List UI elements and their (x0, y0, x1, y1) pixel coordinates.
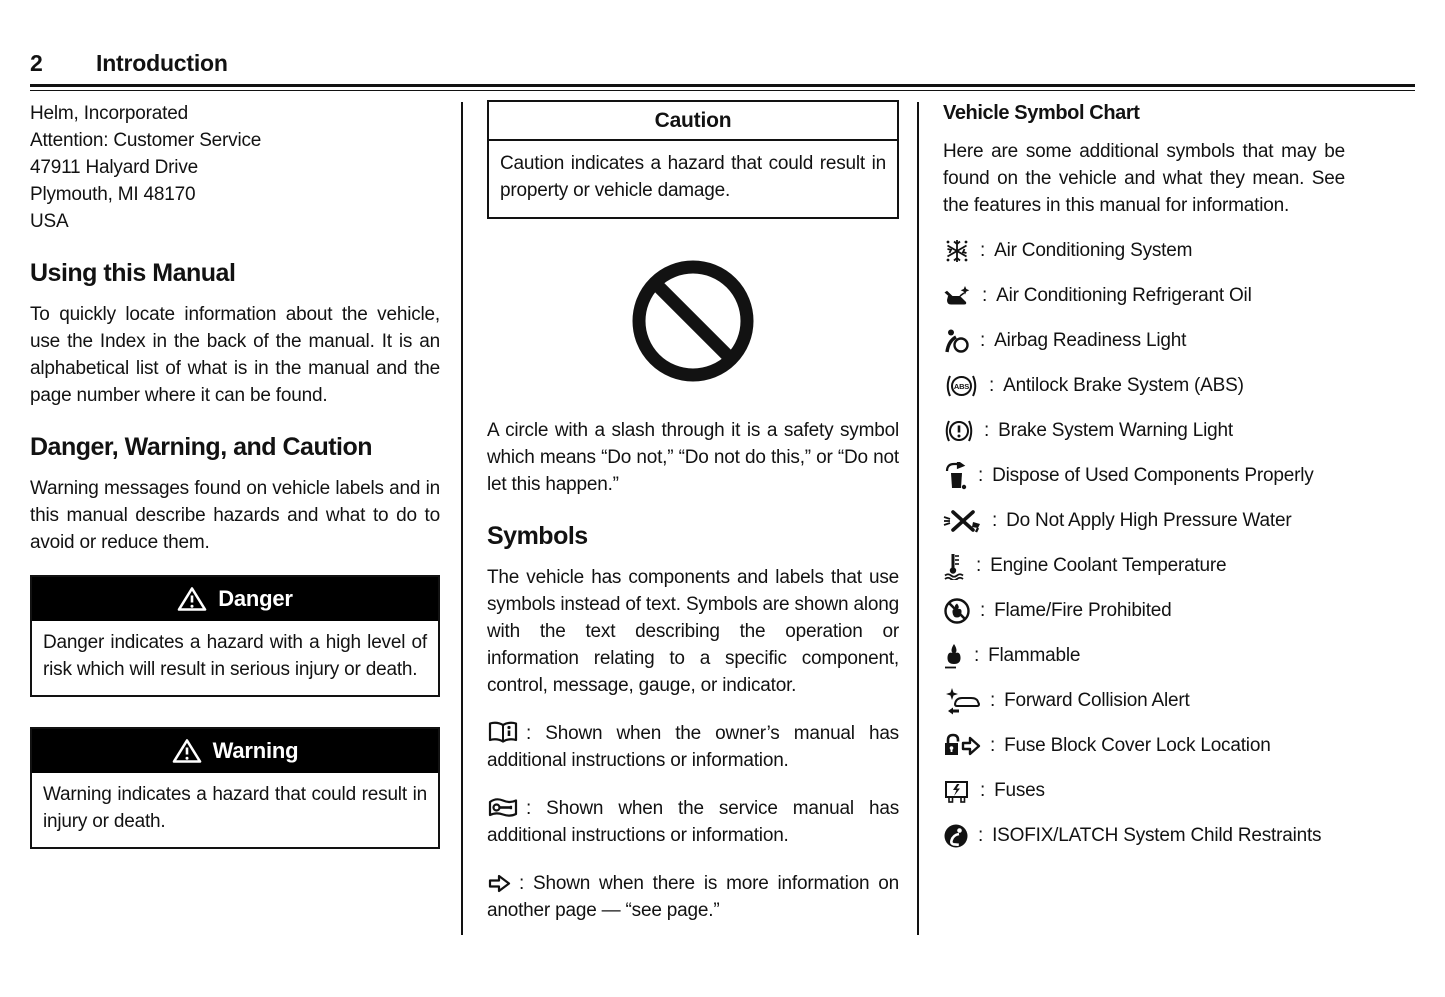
section-heading-danger-warning-caution: Danger, Warning, and Caution (30, 433, 373, 461)
symbol-colon: : (989, 374, 995, 396)
legend-text: Shown when the service manual has additional instructions or information. (487, 798, 899, 846)
air-conditioning-icon (943, 237, 971, 265)
warning-box-body: Warning indicates a hazard that could result in injury or death. (43, 784, 427, 832)
header-rule (30, 84, 1415, 91)
airbag-icon (943, 328, 971, 354)
symbol-row (943, 777, 1415, 804)
symbol-colon: : (992, 509, 998, 531)
symbol-label: ISOFIX/LATCH System Child Restraints (992, 824, 1322, 846)
symbol-label: Airbag Readiness Light (994, 329, 1187, 351)
symbols-paragraph: The vehicle has components and labels that use symbols instead of text. Symbols are shown along with the text describing the operation or information relating to a specific component, control, message, gauge, or indicator. (487, 567, 899, 696)
symbol-colon: : (982, 284, 988, 306)
right-column (943, 100, 1415, 849)
vehicle-symbol-list (943, 237, 1415, 849)
address-line: Plymouth, MI 48170 (30, 184, 196, 205)
symbol-label: Air Conditioning Refrigerant Oil (996, 284, 1252, 306)
warning-triangle-icon (177, 586, 207, 612)
fuse-lock-icon (943, 733, 981, 759)
legend-item-owner-manual (487, 720, 899, 774)
engine-coolant-icon (943, 552, 967, 580)
symbol-label: Flammable (988, 644, 1081, 666)
symbol-label: Engine Coolant Temperature (990, 554, 1227, 576)
symbol-row (943, 237, 1415, 264)
legend-text: Shown when the owner’s manual has additional instructions or information. (487, 723, 899, 771)
address-line: Helm, Incorporated (30, 103, 188, 124)
page-number: 2 (30, 50, 43, 76)
column-divider (917, 102, 919, 935)
legend-colon: : (519, 873, 525, 894)
warning-triangle-icon (172, 738, 202, 764)
no-high-pressure-water-icon (943, 508, 983, 534)
symbol-colon: : (978, 824, 984, 846)
symbol-colon: : (974, 644, 980, 666)
svg-text:ABS: ABS (953, 381, 970, 391)
symbol-row (943, 597, 1415, 624)
symbol-label: Forward Collision Alert (1004, 689, 1190, 711)
warning-box-header (32, 729, 438, 773)
symbol-colon: : (990, 734, 996, 756)
symbol-row (943, 687, 1415, 714)
left-column (30, 100, 440, 849)
symbol-row (943, 327, 1415, 354)
symbol-colon: : (990, 689, 996, 711)
danger-warning-caution-paragraph: Warning messages found on vehicle labels and in this manual describe hazards and what to do to avoid or reduce them. (30, 478, 440, 553)
danger-box-title: Danger (218, 586, 293, 611)
symbol-label: Dispose of Used Components Properly (992, 464, 1314, 486)
column-divider (461, 102, 463, 935)
symbol-colon: : (978, 464, 984, 486)
symbol-colon: : (984, 419, 990, 441)
symbol-row (943, 372, 1415, 399)
symbol-label: Do Not Apply High Pressure Water (1006, 509, 1292, 531)
section-heading-symbols: Symbols (487, 522, 588, 550)
forward-collision-icon (943, 687, 981, 715)
dispose-icon (943, 462, 969, 490)
using-this-manual-paragraph: To quickly locate information about the vehicle, use the Index in the back of the manual. It is an alphabetical list of what is in the manual and the page number where it can be found. (30, 304, 440, 406)
symbol-colon: : (980, 329, 986, 351)
danger-box (30, 575, 440, 697)
caution-box (487, 100, 899, 219)
symbol-colon: : (980, 779, 986, 801)
owner-manual-icon (487, 721, 519, 744)
symbol-row (943, 282, 1415, 309)
symbol-row (943, 732, 1415, 759)
circle-slash-figure (487, 259, 899, 383)
service-manual-icon (487, 796, 519, 819)
symbol-row (943, 507, 1415, 534)
refrigerant-oil-icon (943, 283, 973, 309)
symbol-colon: : (976, 554, 982, 576)
caution-box-body: Caution indicates a hazard that could result in property or vehicle damage. (500, 153, 886, 201)
legend-text: Shown when there is more information on another page — “see page.” (487, 873, 899, 921)
legend-item-service-manual (487, 795, 899, 849)
abs-icon (943, 373, 980, 399)
symbol-row (943, 642, 1415, 669)
warning-box-title: Warning (212, 738, 299, 763)
symbol-label: Fuses (994, 779, 1045, 801)
section-heading-vehicle-symbol-chart: Vehicle Symbol Chart (943, 102, 1140, 124)
legend-item-see-page (487, 870, 899, 924)
symbol-colon: : (980, 599, 986, 621)
symbol-row (943, 552, 1415, 579)
symbol-label: Air Conditioning System (994, 239, 1193, 261)
circle-slash-icon (631, 259, 755, 383)
danger-box-header (32, 577, 438, 621)
fuses-icon (943, 777, 971, 805)
address-line: Attention: Customer Service (30, 130, 262, 151)
symbol-label: Flame/Fire Prohibited (994, 599, 1172, 621)
publisher-address (30, 100, 440, 235)
symbol-label: Fuse Block Cover Lock Location (1004, 734, 1271, 756)
flammable-icon (943, 642, 965, 670)
warning-box (30, 727, 440, 849)
see-page-arrow-icon (487, 873, 512, 894)
page-title: Introduction (96, 50, 228, 76)
vehicle-symbol-chart-paragraph: Here are some additional symbols that may be found on the vehicle and what they mean. See the features in this manual for information. (943, 141, 1345, 216)
address-line: 47911 Halyard Drive (30, 157, 198, 178)
legend-colon: : (526, 798, 532, 819)
symbol-label: Antilock Brake System (ABS) (1003, 374, 1244, 396)
symbol-row (943, 417, 1415, 444)
caution-box-title: Caution (489, 102, 897, 141)
section-heading-using-this-manual: Using this Manual (30, 259, 236, 287)
symbol-colon: : (980, 239, 986, 261)
flame-prohibited-icon (943, 597, 971, 625)
circle-slash-paragraph: A circle with a slash through it is a safety symbol which means “Do not,” “Do not do this,” or “Do not let this happen.” (487, 420, 899, 495)
address-line: USA (30, 211, 69, 232)
symbol-label: Brake System Warning Light (998, 419, 1233, 441)
symbol-row (943, 462, 1415, 489)
legend-colon: : (526, 723, 532, 744)
symbol-row (943, 822, 1415, 849)
danger-box-body: Danger indicates a hazard with a high level of risk which will result in serious injury or death. (43, 632, 427, 680)
isofix-icon (943, 823, 969, 849)
brake-warning-icon (943, 418, 975, 444)
middle-column (487, 100, 899, 924)
